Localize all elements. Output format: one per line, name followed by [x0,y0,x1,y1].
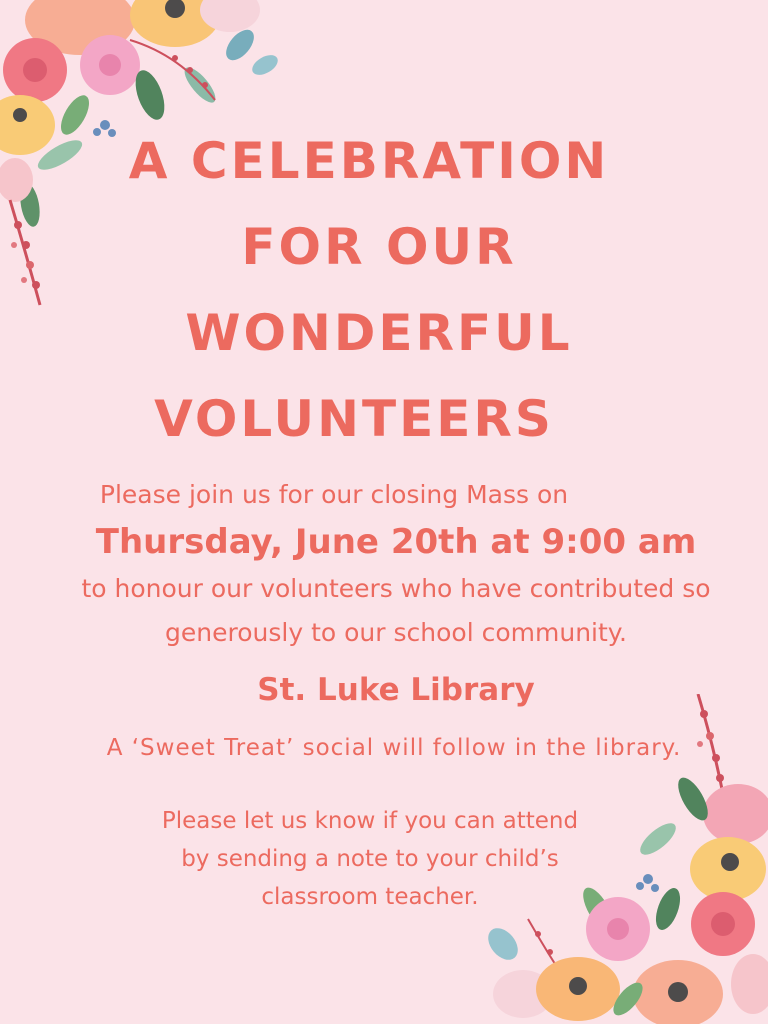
event-title [0,118,768,462]
social-note: A ‘Sweet Treat’ social will follow in the library. [106,735,682,761]
title-line: WONDERFUL [185,304,573,362]
rsvp-line: by sending a note to your child’s [181,846,559,872]
invitation-intro: Please join us for our closing Mass on [99,480,569,509]
event-datetime: Thursday, June 20th at 9:00 am [95,522,697,562]
title-line: A CELEBRATION [128,132,610,190]
title-line: VOLUNTEERS [154,390,554,448]
rsvp-line: classroom teacher. [261,884,479,910]
event-location: St. Luke Library [257,672,535,708]
rsvp-line: Please let us know if you can attend [161,808,579,834]
honour-text-line: generously to our school community. [165,618,627,647]
title-line: FOR OUR [241,218,517,276]
honour-text-line: to honour our volunteers who have contributed so [81,574,711,603]
